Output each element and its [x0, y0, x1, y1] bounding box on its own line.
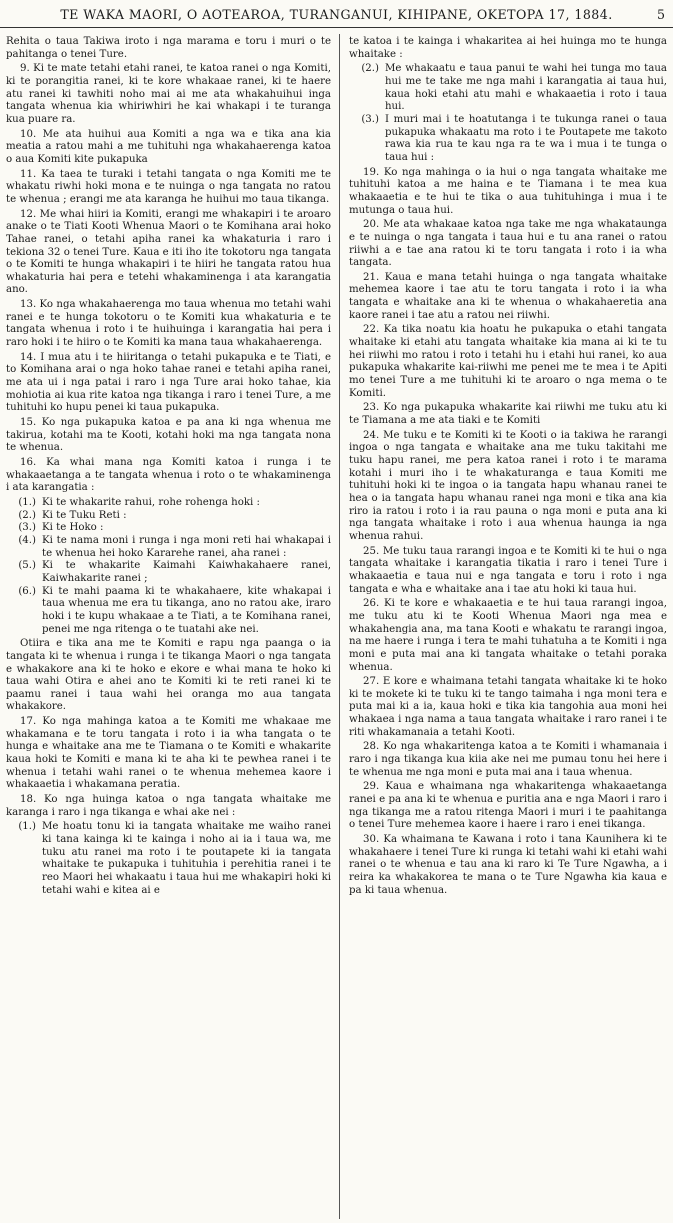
list-number: (2.): [18, 509, 36, 521]
section-15: 15. Ko nga pukapuka katoa e pa ana ki nga whenua me takirua, kotahi ma te Kooti, kotahi hoki ma nga tangata nona te whenua.: [6, 417, 331, 454]
list-item: [6, 497, 331, 510]
list-text: Me whakaatu e taua panui te wahi hei tunga mo taua hui me te take me nga mahi i karangatia ai taua hui, kaua hoki etahi atu mahi e whakaaetia i roto i taua hui.: [385, 63, 667, 113]
section-27: 27. E kore e whaimana tetahi tangata whaitake ki te hoko ki te mokete ki te tuku ki te tango taimaha i nga moni tera e puta mai ki a ia, kaua hoki e tika kia tangohia aua moni hei whakaea i nga nama a taua tangata whaitake i raro ranei i te riti whakamanaia a tetahi Kooti.: [349, 676, 667, 738]
section-29: 29. Kaua e whaimana nga whakaritenga whakaaetanga ranei e pa ana ki te whenua e puritia ana e nga Maori i raro i nga tikanga me a ratou ritenga Maori i muri i te paahitanga o tenei Ture mehemea kaore i haere i raro i enei tikanga.: [349, 781, 667, 831]
page-header: [0, 0, 673, 28]
list-item: [6, 821, 331, 897]
column-divider: [339, 34, 340, 1219]
list-number: (3.): [361, 113, 379, 125]
section-28: 28. Ko nga whakaritenga katoa a te Komiti i whamanaia i raro i nga tikanga kua kiia ake nei me pumau tonu hei here i te whenua me nga moni e puta mai ana i taua whenua.: [349, 741, 667, 778]
section-12: 12. Me whai hiiri ia Komiti, erangi me whakapiri i te aroaro anake o te Tiati Kooti Whenua Maori o te Komihana arai hoko Tahae ranei, o tetahi apiha ranei ka whakaturia i raro i tekiona 32 o tenei Ture. Kaua e iti iho ite tokotoru nga tangata o te Komiti te hunga whakapiri i te hiiri he tangata ratou hua whakaturia hai pera e tetehi whakaminenga i ata karangatia ano.: [6, 208, 331, 296]
list-item: [6, 560, 331, 585]
section-14: 14. I mua atu i te hiiritanga o tetahi pukapuka e te Tiati, e to Komihana arai o nga hoko tahae ranei e tetahi apiha ranei, me ata ui i nga patai i raro i nga Ture arai hoko tahae, kia mohiotia ai kua rite katoa nga tikanga i raro i tenei Ture, a me tuhituhi ko hupu penei ki taua pukapuka.: [6, 351, 331, 414]
list-text: Ki te whakarite Kaimahi Kaiwhakahaere ranei, Kaiwhakarite ranei ;: [42, 560, 331, 584]
list-item: [6, 535, 331, 560]
list-item: [349, 63, 667, 114]
right-column: [349, 36, 667, 899]
section-20: 20. Me ata whakaae katoa nga take me nga whakataunga e te nuinga o nga tangata i taua hui e tu ana ranei o ratou riiwhi a e tae ana ratou ki te toru tangata i roto i ia wha tangata.: [349, 219, 667, 269]
list-number: (5.): [18, 560, 36, 572]
newspaper-title: TE WAKA MAORI, O AOTEAROA, TURANGANUI, KIHIPANE, OKETOPA 17, 1884.: [60, 7, 613, 22]
section-23: 23. Ko nga pukapuka whakarite kai riiwhi me tuku atu ki te Tiamana a me ata tiaki e te Komiti: [349, 402, 667, 427]
section-9: 9. Ki te mate tetahi etahi ranei, te katoa ranei o nga Komiti, ki te porangitia ranei, ki te kore whakaae ranei, ki te haere atu ranei ki tawhiti noho mai ai me ata whakahuihui inga tangata whenua kia whiriwhiri he kai whakapi i te turanga kua puare ra.: [6, 63, 331, 125]
list-number: (4.): [18, 534, 36, 546]
list-item: [6, 510, 331, 523]
section-13: 13. Ko nga whakahaerenga mo taua whenua mo tetahi wahi ranei e te hunga tokotoru o te Komiti kua whakaturia e te tangata whenua i roto i te huihuinga i karangatia hai pera i raro hoki i te hiiro o te Komiti ka mana taua whakahaerenga.: [6, 299, 331, 349]
section-18-list: [6, 821, 331, 897]
section-16-proviso: Otiira e tika ana me te Komiti e rapu nga paanga o ia tangata ki te whenua i runga i te tikanga Maori o nga tangata e whakakore ana ki te hoko e ekore e whai mana te hoko ki taua wahi Otira e ahei ano te Komiti ki te reti ranei ki te paamu ranei i taua wahi hei oranga mo aua tangata whakakore.: [6, 638, 331, 713]
list-text: Ki te Tuku Reti :: [42, 509, 127, 521]
section-11: 11. Ka taea te turaki i tetahi tangata o nga Komiti me te whakatu riwhi hoki mona e te nuinga o nga tangata no ratou te whenua ; erangi me ata karanga he huihui mo taua tikanga.: [6, 168, 331, 205]
page-number: 5: [656, 7, 665, 22]
section-24: 24. Me tuku e te Komiti ki te Kooti o ia takiwa he rarangi ingoa o nga tangata e whaitake ana me tuku takitahi me tuku hapu ranei, me pera katoa ranei i roto i te marama kotahi i muri iho i te whakaturanga e taua Komiti me tuhituhi hoki ki te ingoa o ia tangata hapu whanau ranei te hea o ia tangata hapu whanau ranei nga moni e tika ana kia riro ia ratou i roto i ia rau pauna o nga moni e puta ana ki nga tangata whaitake i roto i aua whenua haunga ia nga whenua rahui.: [349, 429, 667, 542]
section-16: 16. Ka whai mana nga Komiti katoa i runga i te whakaaetanga a te tangata whenua i roto o te whakaminenga i ata karangatia :: [6, 457, 331, 494]
list-text: Ki te whakarite rahui, rohe rohenga hoki :: [42, 496, 260, 508]
section-30: 30. Ka whaimana te Kawana i roto i tana Kaunihera ki te whakahaere i tenei Ture ki runga ki tetahi wahi ki etahi wahi ranei o te whenua e tau ana ki raro ki Te Ture Ngawha, a i reira ka whakakorea te mana o te Ture Ngawha kia kaua e pa ki taua whenua.: [349, 834, 667, 896]
list-text: I muri mai i te hoatutanga i te tukunga ranei o taua pukapuka whakaatu ma roto i te Poutapete me takoto rawa kia rua te kau nga ra te wa i mua i te tunga o taua hui :: [385, 113, 667, 163]
list-text: Ki te Hoko :: [42, 522, 104, 534]
list-number: (6.): [18, 585, 36, 597]
section-19: 19. Ko nga mahinga o ia hui o nga tangata whaitake me tuhituhi katoa a me haina e te Tiamana i te mea kua whakaaetia e te hui te tika o aua tuhituhinga i mua i te mutunga o taua hui.: [349, 166, 667, 216]
list-number: (1.): [18, 496, 36, 508]
section-21: 21. Kaua e mana tetahi huinga o nga tangata whaitake mehemea kaore i tae atu te toru tangata i roto i ia wha tangata e whaitake ana ki te whenua o whakahaeretia ana kaore ranei i tae atu a ratou nei riiwhi.: [349, 271, 667, 321]
list-text: Ki te nama moni i runga i nga moni reti hai whakapai i te whenua hei hoko Kararehe ranei, aha ranei :: [42, 534, 331, 559]
section-18-list-continued: [349, 63, 667, 164]
list-item: [6, 586, 331, 637]
list-item: [6, 522, 331, 535]
section-18: 18. Ko nga huinga katoa o nga tangata whaitake me karanga i raro i nga tikanga e whai ake nei :: [6, 794, 331, 818]
list-number: (2.): [361, 63, 379, 75]
section-25: 25. Me tuku taua rarangi ingoa e te Komiti ki te hui o nga tangata whaitake i karangatia tikatia i raro i tenei Ture i whakaaetia e taua nui e nga tangata e toru i roto i nga tangata e wha e whaitake ana i tae atu hoki ki taua hui.: [349, 545, 667, 595]
list-continued: te katoa i te kainga i whakaritea ai hei huinga mo te hunga whaitake :: [349, 36, 667, 60]
section-26: 26. Ki te kore e whakaaetia e te hui taua rarangi ingoa, me tuku atu ki te Kooti Whenua Maori nga mea e whakahengia ana, ma tana Kooti e whakatu te rarangi ingoa, na me haere i runga i tera te mahi tuhatuha a te Komiti i nga moni e puta mai ana ki tangata whaitake o tetahi poraka whenua.: [349, 598, 667, 673]
list-number: (3.): [18, 522, 36, 534]
section-10: 10. Me ata huihui aua Komiti a nga wa e tika ana kia meatia a ratou mahi a me tuhituhi nga whakahaerenga katoa o aua Komiti kite pukapuka: [6, 128, 331, 165]
paragraph-continued: Rehita o taua Takiwa iroto i nga marama e toru i muri o te pahitanga o tenei Ture.: [6, 36, 331, 60]
section-16-list: [6, 497, 331, 636]
section-17: 17. Ko nga mahinga katoa a te Komiti me whakaae me whakamana e te toru tangata i roto i ia wha tangata o te hunga e whaitake ana me te Tiamana o te Komiti e whakarite kaua hoki te Komiti e mana ki te aha ki te pewhea ranei i te whenua i tetahi wahi ranei o te whenua mehemea kaore i whakaaetia i whakamana peratia.: [6, 716, 331, 791]
left-column: [6, 36, 331, 899]
list-number: (1.): [18, 821, 36, 833]
list-text: Ki te mahi paama ki te whakahaere, kite whakapai i taua whenua me era tu tikanga, ano no ratou ake, iraro hoki i te kupu whakaae a te Tiati, a te Komihana ranei, penei me nga ritenga o te tuatahi ake nei.: [42, 585, 331, 635]
list-item: [349, 114, 667, 165]
section-22: 22. Ka tika noatu kia hoatu he pukapuka o etahi tangata whaitake ki etahi atu tangata whaitake kia mana ai ki te tu hei riiwhi mo ratou i roto i tetahi hu i etahi hui ranei, ko aua pukapuka whakarite kai-riiwhi me penei me te mea i te Apiti mo tenei Ture a me tuhituhi ki te aroaro o nga mema o te Komiti.: [349, 324, 667, 399]
list-text: Me hoatu tonu ki ia tangata whaitake me waiho ranei ki tana kainga ki te kainga i noho ai ia i taua wa, me tuku atu ranei ma roto i te poutapete ki ia tangata whaitake te pukapuka i tuhituhia i perehitia ranei i te reo Maori hei whakaatu i taua hui me whakapiri hoki ki tetahi wahi e kitea ai e: [42, 821, 331, 896]
